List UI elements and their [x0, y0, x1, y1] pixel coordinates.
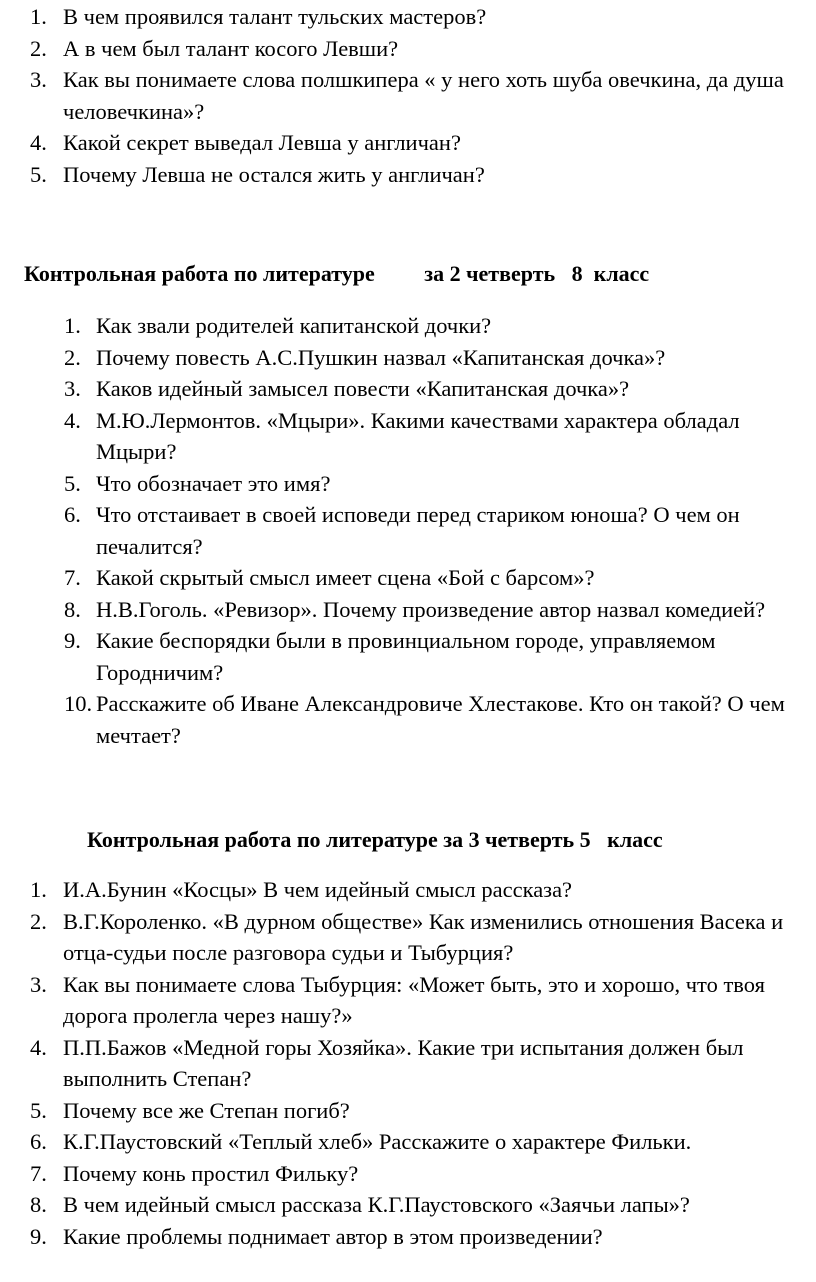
list-item: [30, 874, 806, 906]
list-item-number: 2.: [30, 908, 47, 934]
list-item-text: Как вы понимаете слова Тыбурция: «Может быть, это и хорошо, что твоя дорога пролегла через нашу?»: [63, 971, 765, 1028]
list-item: [64, 310, 810, 342]
list-item: [64, 625, 810, 688]
list-item-number: 3.: [64, 376, 81, 401]
list-item-text: Какие проблемы поднимает автор в этом произведении?: [63, 1223, 603, 1249]
list-item-number: 4.: [30, 1034, 47, 1060]
list-item: [64, 688, 810, 751]
list-item-text: И.А.Бунин «Косцы» В чем идейный смысл рассказа?: [63, 877, 573, 902]
list-item: [30, 159, 800, 191]
list-item: [64, 373, 810, 405]
list-item-number: 1.: [30, 4, 47, 29]
list-item-text: А в чем был талант косого Левши?: [63, 35, 399, 61]
list-item-number: 7.: [30, 1160, 47, 1186]
question-list-3: [30, 874, 806, 1252]
list-item-number: 4.: [30, 130, 47, 155]
list-item-number: 3.: [30, 971, 47, 997]
list-item-text: К.Г.Паустовский «Теплый хлеб» Расскажите о характере Фильки.: [63, 1129, 692, 1154]
list-item: [30, 1126, 806, 1158]
list-item-number: 1.: [30, 877, 47, 902]
list-item: [30, 969, 806, 1032]
list-item-number: 9.: [64, 628, 81, 653]
list-item-number: 2.: [64, 344, 81, 370]
section-heading-2: Контрольная работа по литературе за 2 четверть 8 класс: [24, 261, 650, 286]
list-item: [30, 1189, 806, 1221]
list-item-text: В.Г.Короленко. «В дурном обществе» Как изменились отношения Васека и отца-судьи после разговора судьи и Тыбурция?: [63, 908, 784, 965]
list-item-text: Как вы понимаете слова полшкипера « у него хоть шуба овечкина, да душа человечкина»?: [63, 67, 784, 124]
list-item-text: В чем проявился талант тульских мастеров?: [63, 4, 487, 29]
question-list-1: [30, 1, 800, 190]
list-item-number: 9.: [30, 1223, 47, 1249]
list-item: [64, 562, 810, 594]
list-item-number: 3.: [30, 67, 47, 92]
list-item: [30, 1158, 806, 1190]
list-item: [30, 127, 800, 159]
list-item: [30, 1221, 806, 1253]
question-list-2: [64, 310, 810, 751]
list-item-text: В чем идейный смысл рассказа К.Г.Паустовского «Заячьи лапы»?: [63, 1192, 690, 1217]
list-item-text: Почему Левша не остался жить у англичан?: [63, 161, 485, 187]
list-item: [64, 342, 810, 374]
section-heading-3: Контрольная работа по литературе за 3 четверть 5 класс: [87, 827, 663, 852]
list-item-number: 2.: [30, 35, 47, 61]
list-item-text: Какой секрет выведал Левша у англичан?: [63, 130, 461, 155]
list-item-number: 7.: [64, 565, 81, 590]
list-item-number: 5.: [30, 1097, 47, 1123]
list-item-number: 6.: [30, 1129, 47, 1154]
list-item-text: Как звали родителей капитанской дочки?: [96, 313, 492, 338]
list-item-text: Какой скрытый смысл имеет сцена «Бой с барсом»?: [96, 565, 595, 590]
list-item-number: 8.: [30, 1192, 47, 1217]
list-item: [30, 1095, 806, 1127]
list-item-text: П.П.Бажов «Медной горы Хозяйка». Какие три испытания должен был выполнить Степан?: [63, 1034, 744, 1091]
list-item-text: Что обозначает это имя?: [96, 470, 331, 496]
list-item: [64, 468, 810, 500]
list-item-number: 1.: [64, 313, 81, 338]
list-item: [64, 499, 810, 562]
list-item-number: 5.: [64, 470, 81, 496]
list-item-text: Почему повесть А.С.Пушкин назвал «Капитанская дочка»?: [96, 344, 666, 370]
list-item: [64, 405, 810, 468]
list-item-number: 4.: [64, 407, 81, 433]
list-item-text: Каков идейный замысел повести «Капитанская дочка»?: [96, 376, 630, 401]
list-item-number: 10.: [64, 691, 93, 716]
list-item: [30, 906, 806, 969]
list-item-text: Почему конь простил Фильку?: [63, 1160, 359, 1186]
list-item: [64, 594, 810, 626]
list-item-text: Расскажите об Иване Александровиче Хлестакове. Кто он такой? О чем мечтает?: [96, 691, 785, 748]
list-item: [30, 1, 800, 33]
list-item-number: 8.: [64, 596, 81, 622]
list-item-text: Какие беспорядки были в провинциальном городе, управляемом Городничим?: [96, 628, 716, 685]
list-item-text: М.Ю.Лермонтов. «Мцыри». Какими качествами характера обладал Мцыри?: [96, 407, 740, 464]
list-item-text: Н.В.Гоголь. «Ревизор». Почему произведение автор назвал комедией?: [96, 596, 766, 622]
list-item-text: Что отстаивает в своей исповеди перед стариком юноша? О чем он печалится?: [96, 502, 740, 559]
list-item-number: 6.: [64, 502, 81, 527]
list-item-text: Почему все же Степан погиб?: [63, 1097, 350, 1123]
list-item-number: 5.: [30, 161, 47, 187]
list-item: [30, 1032, 806, 1095]
list-item: [30, 33, 800, 65]
list-item: [30, 64, 800, 127]
